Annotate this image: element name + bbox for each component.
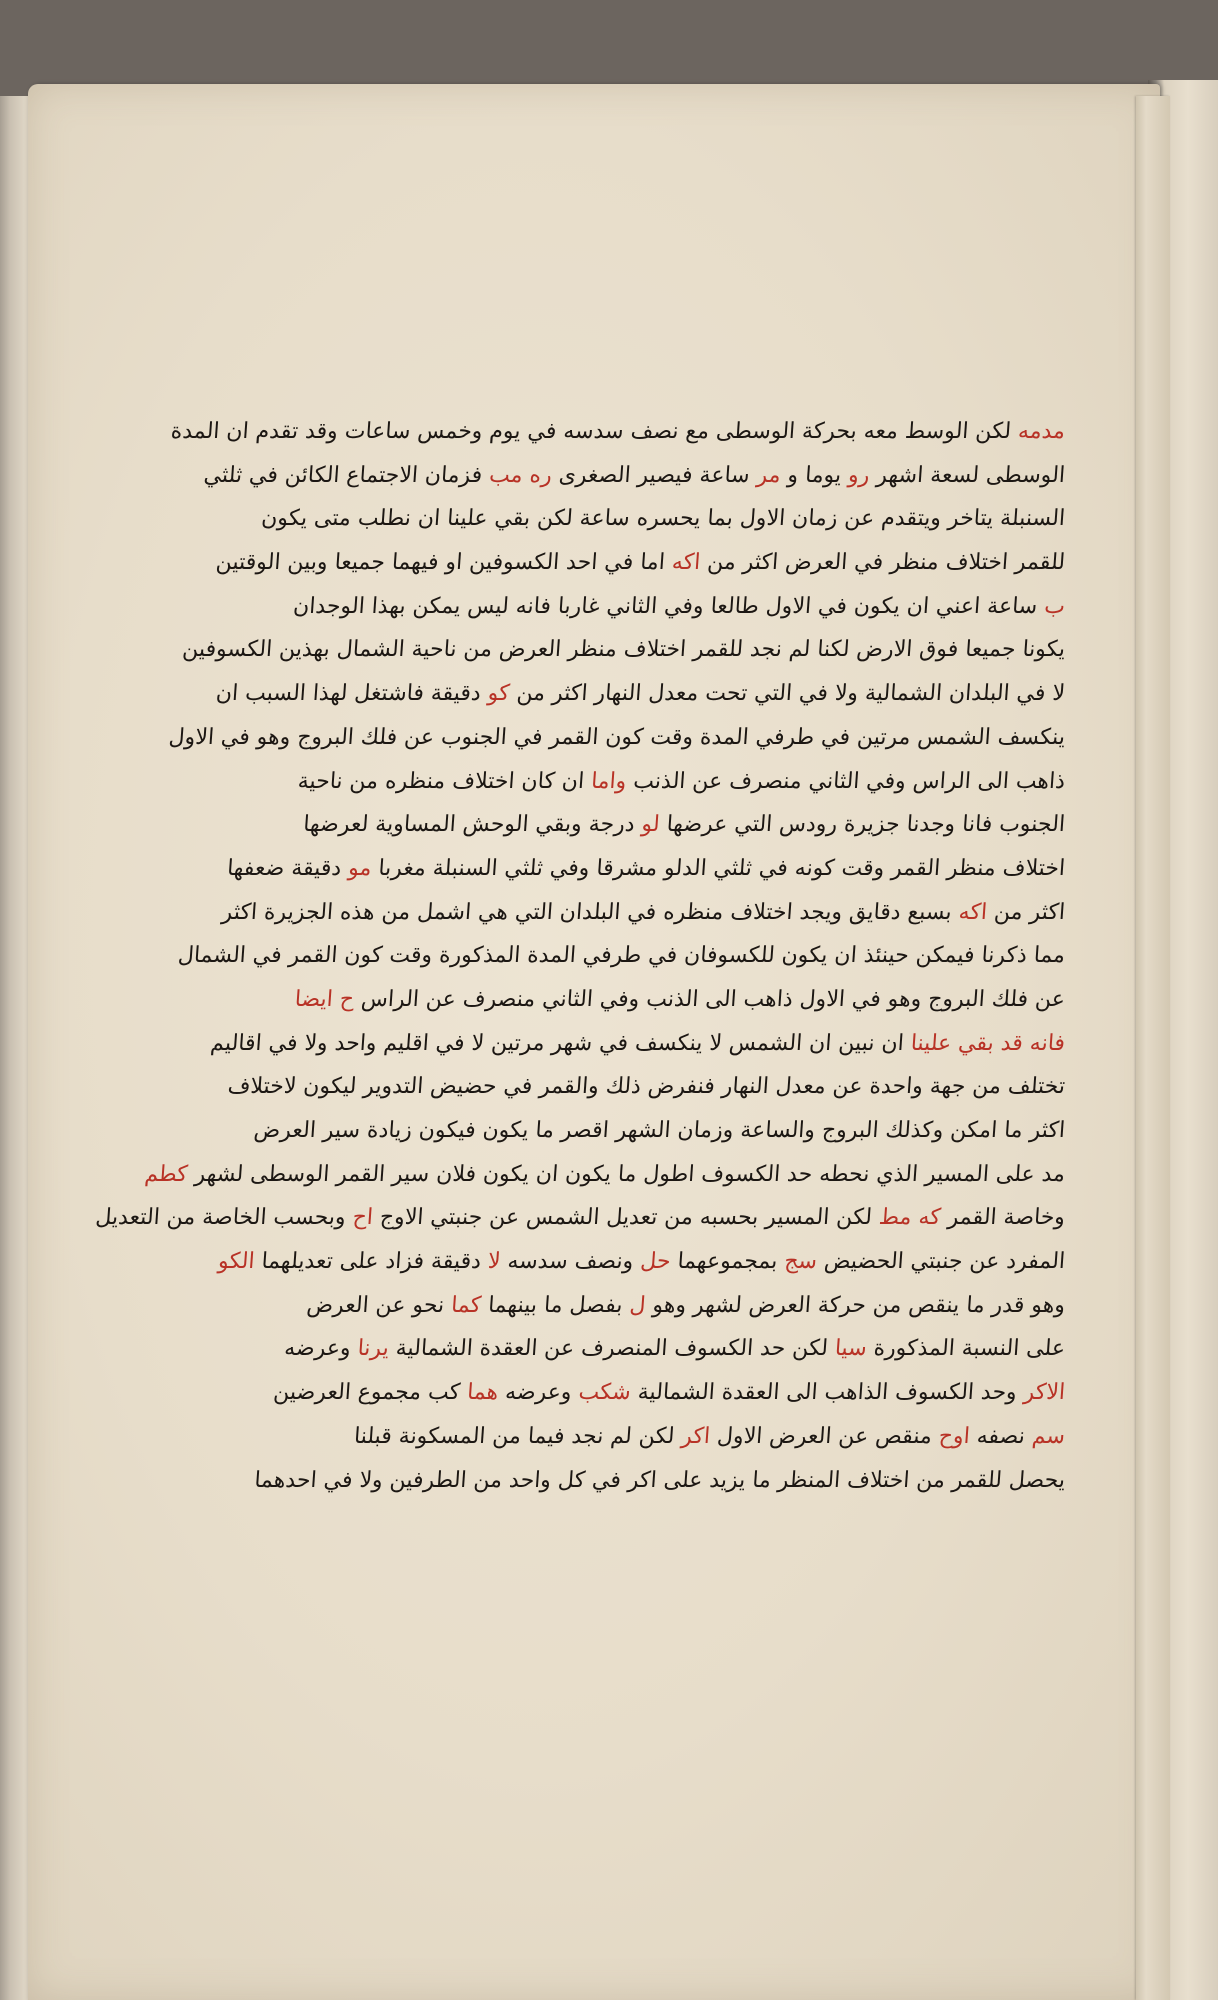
body-text: وخاصة القمر [939, 1205, 1066, 1231]
text-line [252, 1109, 1066, 1153]
rubric-text: رو [847, 462, 871, 488]
body-text: بسبع دقايق ويجد اختلاف منظره في البلدان التي هي اشمل من هذه الجزيرة اكثر [220, 899, 960, 925]
body-text: منقص عن العرض الاول [709, 1423, 940, 1449]
body-text: تختلف من جهة واحدة عن معدل النهار فنفرض ذلك والقمر في حضيض التدوير ليكون لاختلاف [226, 1074, 1066, 1100]
rubric-text: اكه [671, 550, 702, 576]
manuscript-text [94, 410, 1066, 1502]
text-line [215, 672, 1066, 716]
body-text: نصفه [968, 1423, 1033, 1449]
rubric-text: هما [466, 1380, 500, 1406]
body-text: وبحسب الخاصة من التعديل [94, 1205, 354, 1231]
body-text: على النسبة المذكورة [865, 1336, 1066, 1362]
body-text: دقيقة فاشتغل لهذا السبب ان [215, 681, 489, 707]
body-text: وحد الكسوف الذاهب الى العقدة الشمالية [629, 1380, 1025, 1406]
rubric-text: ل [628, 1292, 647, 1318]
text-line [253, 1459, 1066, 1503]
body-text: دقيقة فزاد على تعديلهما [253, 1249, 489, 1275]
body-text: درجة وبقي الوحش المساوية لعرضها [302, 812, 643, 838]
text-line [167, 716, 1066, 760]
rubric-text: مدمه [1017, 419, 1066, 444]
rubric-text: لو [640, 812, 661, 838]
text-line [214, 541, 1066, 585]
body-text: يكونا جميعا فوق الارض لكنا لم نجد للقمر اختلاف منظر العرض من ناحية الشمال بهذين الكسوفين [181, 637, 1066, 663]
rubric-text: كما [450, 1292, 483, 1318]
rubric-text: ح ايضا [293, 986, 355, 1012]
body-text: اختلاف منظر القمر وقت كونه في ثلثي الدلو مشرقا وفي ثلثي السنبلة مغربا [370, 855, 1066, 881]
rubric-text: لا [487, 1249, 502, 1275]
rubric-text: كه مط [878, 1205, 942, 1231]
text-line [170, 410, 1066, 454]
body-text: دقيقة ضعفها [226, 855, 350, 881]
body-text: لكن حد الكسوف المنصرف عن العقدة الشمالية [387, 1336, 836, 1362]
body-text: لكن الوسط معه بحركة الوسطى مع نصف سدسه في يوم وخمس ساعات وقد تقدم ان المدة [170, 419, 1019, 444]
body-text: يوما و [779, 462, 850, 488]
rubric-text: الاكر [1022, 1380, 1066, 1406]
text-line [209, 1022, 1066, 1066]
body-text: لكن لم نجد فيما من المسكونة قبلنا [353, 1423, 683, 1449]
body-text: ذاهب الى الراس وفي الثاني منصرف عن الذنب [625, 768, 1066, 794]
rubric-text: فانه قد بقي علينا [909, 1030, 1066, 1056]
body-text: وعرضه [497, 1380, 580, 1406]
text-line [181, 628, 1066, 672]
rubric-text: كو [486, 681, 511, 707]
body-text: مما ذكرنا فيمكن حينئذ ان يكون للكسوفان في طرفي المدة المذكورة وقت كون القمر في الشمال [177, 943, 1066, 969]
text-line [293, 978, 1066, 1022]
rubric-text: ب [1043, 593, 1066, 619]
rubric-text: مو [347, 855, 373, 881]
body-text: كب مجموع العرضين [272, 1380, 469, 1406]
text-line [302, 803, 1066, 847]
rubric-text: كطم [143, 1161, 189, 1187]
rubric-text: سم [1031, 1423, 1066, 1449]
rubric-text: اكر [680, 1423, 711, 1449]
body-text: اكثر من [986, 899, 1066, 925]
body-text: فزمان الاجتماع الكائن في ثلثي [202, 462, 491, 488]
text-line [305, 1284, 1066, 1328]
rubric-text: يرنا [356, 1336, 390, 1362]
body-text: لكن المسير بحسبه من تعديل الشمس عن جنبتي الاوج [372, 1205, 880, 1231]
rubric-text: الكو [217, 1249, 256, 1275]
body-text: نحو عن العرض [305, 1292, 453, 1318]
text-line [94, 1196, 1066, 1240]
text-line [292, 585, 1066, 629]
text-line [226, 847, 1066, 891]
rubric-text: اوح [938, 1423, 971, 1449]
rubric-text: ره مب [488, 462, 553, 488]
body-text: ان كان اختلاف منظره من ناحية [296, 768, 593, 794]
rubric-text: اكه [957, 899, 989, 925]
text-line [283, 1327, 1066, 1371]
body-text: اما في احد الكسوفين او فيهما جميعا وبين الوقتين [214, 550, 673, 576]
page-fold [1136, 96, 1170, 2000]
text-line [202, 454, 1066, 498]
text-line [260, 497, 1066, 541]
rubric-text: سيا [834, 1336, 868, 1362]
text-line [220, 891, 1066, 935]
body-text: عن فلك البروج وهو في الاول ذاهب الى الذنب وفي الثاني منصرف عن الراس [353, 986, 1066, 1012]
body-text: بمجموعهما [669, 1249, 786, 1275]
body-text: وعرضه [283, 1336, 359, 1362]
body-text: ساعة فيصير الصغرى [550, 462, 758, 488]
rubric-text: سج [783, 1249, 818, 1275]
body-text: لا في البلدان الشمالية ولا في التي تحت معدل النهار اكثر من [508, 681, 1066, 707]
rubric-text: واما [590, 768, 628, 794]
body-text: اكثر ما امكن وكذلك البروج والساعة وزمان الشهر اقصر ما يكون فيكون زيادة سير العرض [252, 1118, 1066, 1143]
text-line [296, 760, 1066, 804]
body-text: يحصل للقمر من اختلاف المنظر ما يزيد على اكر في كل واحد من الطرفين ولا في احدهما [253, 1467, 1066, 1493]
body-text: للقمر اختلاف منظر في العرض اكثر من [699, 550, 1066, 576]
rubric-text: حل [639, 1249, 672, 1275]
body-text: وهو قدر ما ينقص من حركة العرض لشهر وهو [644, 1292, 1066, 1318]
body-text: الوسطى لسعة اشهر [868, 462, 1066, 488]
body-text: ان نبين ان الشمس لا ينكسف في شهر مرتين لا في اقليم واحد ولا في اقاليم [209, 1030, 912, 1056]
body-text: السنبلة يتاخر ويتقدم عن زمان الاول بما يحسره ساعة لكن بقي علينا ان نطلب متى يكون [260, 506, 1066, 532]
body-text: المفرد عن جنبتي الحضيض [816, 1249, 1066, 1275]
text-line [217, 1240, 1066, 1284]
rubric-text: اح [351, 1205, 374, 1231]
body-text: ونصف سدسه [499, 1249, 642, 1275]
text-line [323, 1415, 1066, 1459]
text-line [143, 1153, 1066, 1197]
text-line [272, 1371, 1066, 1415]
text-line [226, 1065, 1066, 1109]
body-text: بفصل ما بينهما [480, 1292, 631, 1318]
text-line [177, 934, 1066, 978]
body-text: ساعة اعني ان يكون في الاول طالعا وفي الثاني غاربا فانه ليس يمكن بهذا الوجدان [292, 593, 1046, 619]
rubric-text: مر [755, 462, 782, 488]
rubric-text: شكب [577, 1380, 632, 1406]
body-text: ينكسف الشمس مرتين في طرفي المدة وقت كون القمر في الجنوب عن فلك البروج وهو في الاول [167, 724, 1066, 750]
body-text: الجنوب فانا وجدنا جزيرة رودس التي عرضها [658, 812, 1066, 838]
body-text: مد على المسير الذي نحطه حد الكسوف اطول ما يكون ان يكون فلان سير القمر الوسطى لشهر [186, 1161, 1066, 1187]
